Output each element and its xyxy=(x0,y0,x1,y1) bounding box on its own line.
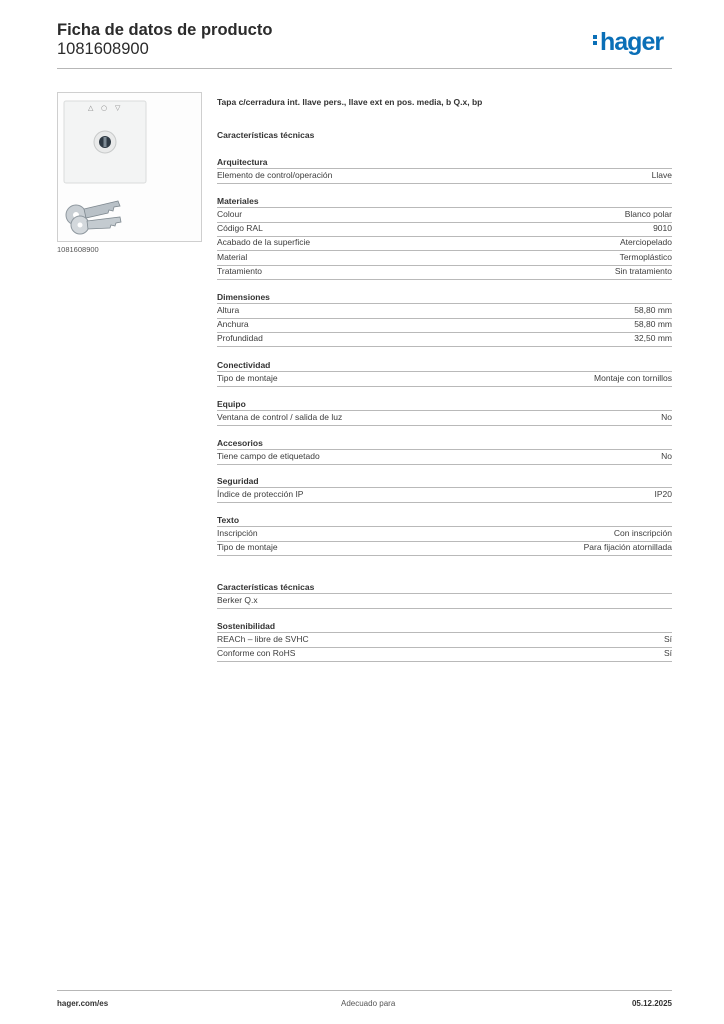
article-number: 1081608900 xyxy=(57,40,149,58)
plate-symbol-down: ▽ xyxy=(115,104,121,112)
spec-row xyxy=(217,251,672,266)
spec-value: Montaje con tornillos xyxy=(594,373,672,383)
spec-row xyxy=(217,541,672,556)
footer-divider xyxy=(57,990,672,991)
spec-label: Conforme con RoHS xyxy=(217,647,296,658)
spec-value: Blanco polar xyxy=(624,209,672,219)
logo-dots-icon xyxy=(593,33,598,47)
section-heading: Arquitectura xyxy=(217,157,268,167)
spec-label: Acabado de la superficie xyxy=(217,237,311,247)
image-caption: 1081608900 xyxy=(57,245,99,254)
spec-label: Colour xyxy=(217,209,243,219)
plate-symbol-up: △ xyxy=(88,104,94,112)
spec-value: Para fijación atornillada xyxy=(583,541,672,552)
spec-label: Tratamiento xyxy=(217,266,263,276)
keys-illustration xyxy=(66,201,121,234)
spec-label: Anchura xyxy=(217,318,249,329)
spec-value: 9010 xyxy=(653,222,672,233)
section-heading: Accesorios xyxy=(217,438,263,448)
section-heading: Materiales xyxy=(217,196,259,206)
plate-symbol-mid: ○ xyxy=(101,104,108,112)
section-heading: Características técnicas xyxy=(217,582,315,592)
spec-row xyxy=(217,593,672,609)
spec-row xyxy=(217,332,672,347)
spec-value: Sí xyxy=(663,634,672,644)
spec-value: Con inscripción xyxy=(613,528,672,538)
spec-row xyxy=(217,647,672,662)
spec-label: Índice de protección IP xyxy=(217,489,304,499)
spec-label: Tipo de montaje xyxy=(217,541,278,552)
spec-value: Sin tratamiento xyxy=(614,266,672,276)
key-switch-plate-illustration xyxy=(58,93,201,241)
spec-value: Termoplástico xyxy=(619,251,672,262)
spec-label: Profundidad xyxy=(217,333,263,343)
spec-row xyxy=(217,410,672,426)
spec-row xyxy=(217,236,672,251)
spec-row xyxy=(217,222,672,237)
spec-label: Código RAL xyxy=(217,222,263,233)
footer-middle-text: Adecuado para xyxy=(341,999,396,1008)
spec-value: IP20 xyxy=(654,489,672,499)
section-heading: Características técnicas xyxy=(217,130,315,140)
spec-value: Sí xyxy=(663,647,672,658)
spec-label: REACh – libre de SVHC xyxy=(217,634,309,644)
spec-label: Material xyxy=(217,251,248,262)
footer-date: 05.12.2025 xyxy=(631,999,672,1008)
logo-text: hager xyxy=(600,28,664,56)
spec-value: Llave xyxy=(651,170,672,180)
section-heading: Texto xyxy=(217,515,240,525)
spec-row xyxy=(217,168,672,184)
spec-value: No xyxy=(661,412,672,422)
spec-row xyxy=(217,318,672,333)
spec-label: Ventana de control / salida de luz xyxy=(217,412,343,422)
footer-website-link[interactable]: hager.com/es xyxy=(57,999,109,1008)
spec-row xyxy=(217,265,672,280)
spec-value: 58,80 mm xyxy=(634,318,672,329)
page-title: Ficha de datos de producto xyxy=(57,21,273,39)
spec-row xyxy=(217,449,672,465)
spec-value: Aterciopelado xyxy=(620,237,672,247)
product-image xyxy=(57,92,202,242)
spec-value: 58,80 mm xyxy=(634,305,672,315)
spec-value: No xyxy=(661,451,672,461)
hager-logo[interactable] xyxy=(593,28,663,57)
spec-label: Tipo de montaje xyxy=(217,373,278,383)
section-heading: Equipo xyxy=(217,399,246,409)
spec-row xyxy=(217,487,672,503)
section-heading: Seguridad xyxy=(217,476,259,486)
section-heading: Dimensiones xyxy=(217,292,270,302)
spec-label: Tiene campo de etiquetado xyxy=(217,451,320,461)
section-heading: Conectividad xyxy=(217,360,271,370)
spec-label: Berker Q.x xyxy=(217,595,258,605)
section-heading: Sostenibilidad xyxy=(217,621,276,631)
spec-row xyxy=(217,371,672,387)
spec-value: 32,50 mm xyxy=(634,333,672,343)
header-divider xyxy=(57,68,672,69)
spec-label: Elemento de control/operación xyxy=(217,170,333,180)
spec-label: Altura xyxy=(217,305,240,315)
spec-label: Inscripción xyxy=(217,528,258,538)
product-title: Tapa c/cerradura int. llave pers., llave ext en pos. media, b Q.x, bp xyxy=(217,97,483,107)
